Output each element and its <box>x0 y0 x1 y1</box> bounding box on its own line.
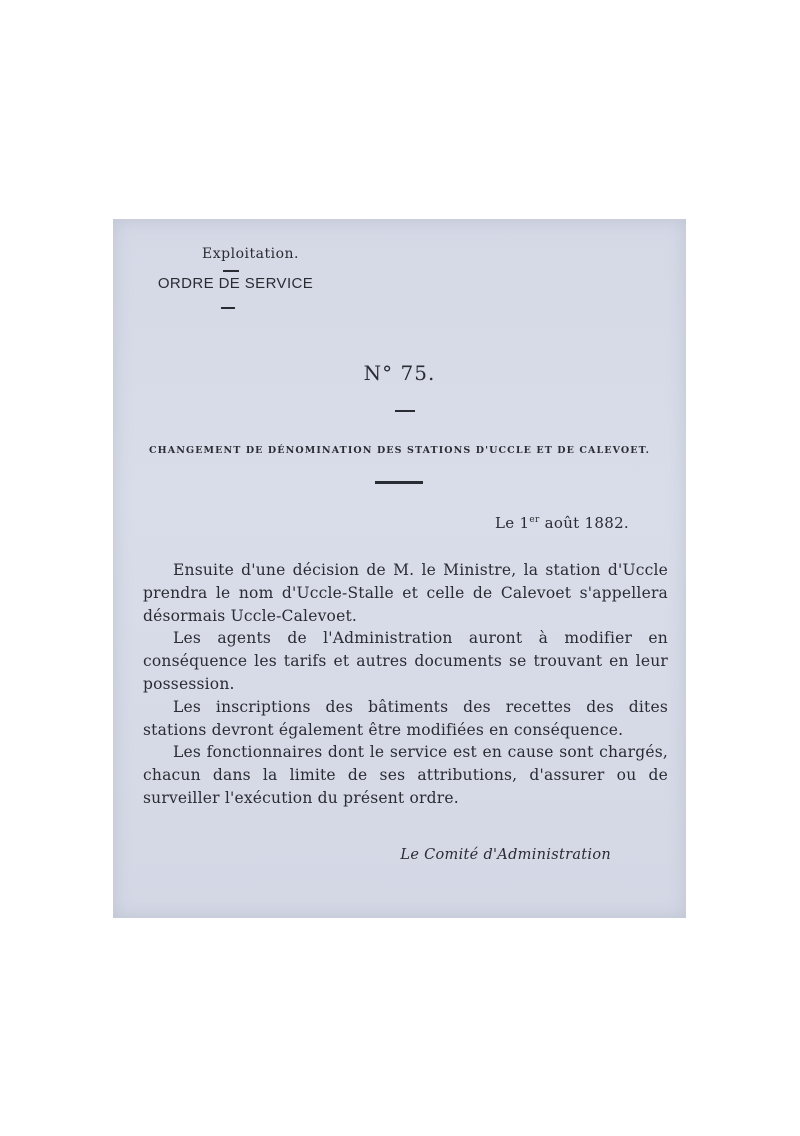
separator-dash <box>395 410 415 412</box>
separator-dash <box>221 307 235 309</box>
department-heading: Exploitation. <box>202 246 299 262</box>
order-number: N° 75. <box>363 361 436 385</box>
subject-heading: CHANGEMENT DE DÉNOMINATION DES STATIONS D'UCCLE ET DE CALEVOET. <box>148 445 651 456</box>
order-type-heading: ORDRE DE SERVICE <box>157 275 314 292</box>
signature: Le Comité d'Administration <box>400 847 611 863</box>
paragraph: Les inscriptions des bâtiments des recettes des dites stations devront également être modifiées en conséquence. <box>143 697 668 739</box>
paragraph: Les agents de l'Administration auront à modifier en conséquence les tarifs et autres documents se trouvant en leur possession. <box>143 629 668 693</box>
date-prefix: Le 1 <box>494 514 530 532</box>
separator-dash <box>223 270 239 272</box>
paragraph: Les fonctionnaires dont le service est en cause sont chargés, chacun dans la limite de ses attributions, d'assurer ou de surveiller l'exécution du présent ordre. <box>143 743 668 807</box>
scanned-document <box>113 219 686 918</box>
date-suffix: août 1882. <box>539 514 629 532</box>
document-date <box>495 514 629 532</box>
date-ordinal: er <box>529 515 540 525</box>
separator-rule <box>375 481 423 484</box>
order-body <box>143 559 668 810</box>
paragraph: Ensuite d'une décision de M. le Ministre, la station d'Uccle prendra le nom d'Uccle-Stalle et celle de Calevoet s'appellera désormais Uccle-Calevoet. <box>143 561 668 625</box>
